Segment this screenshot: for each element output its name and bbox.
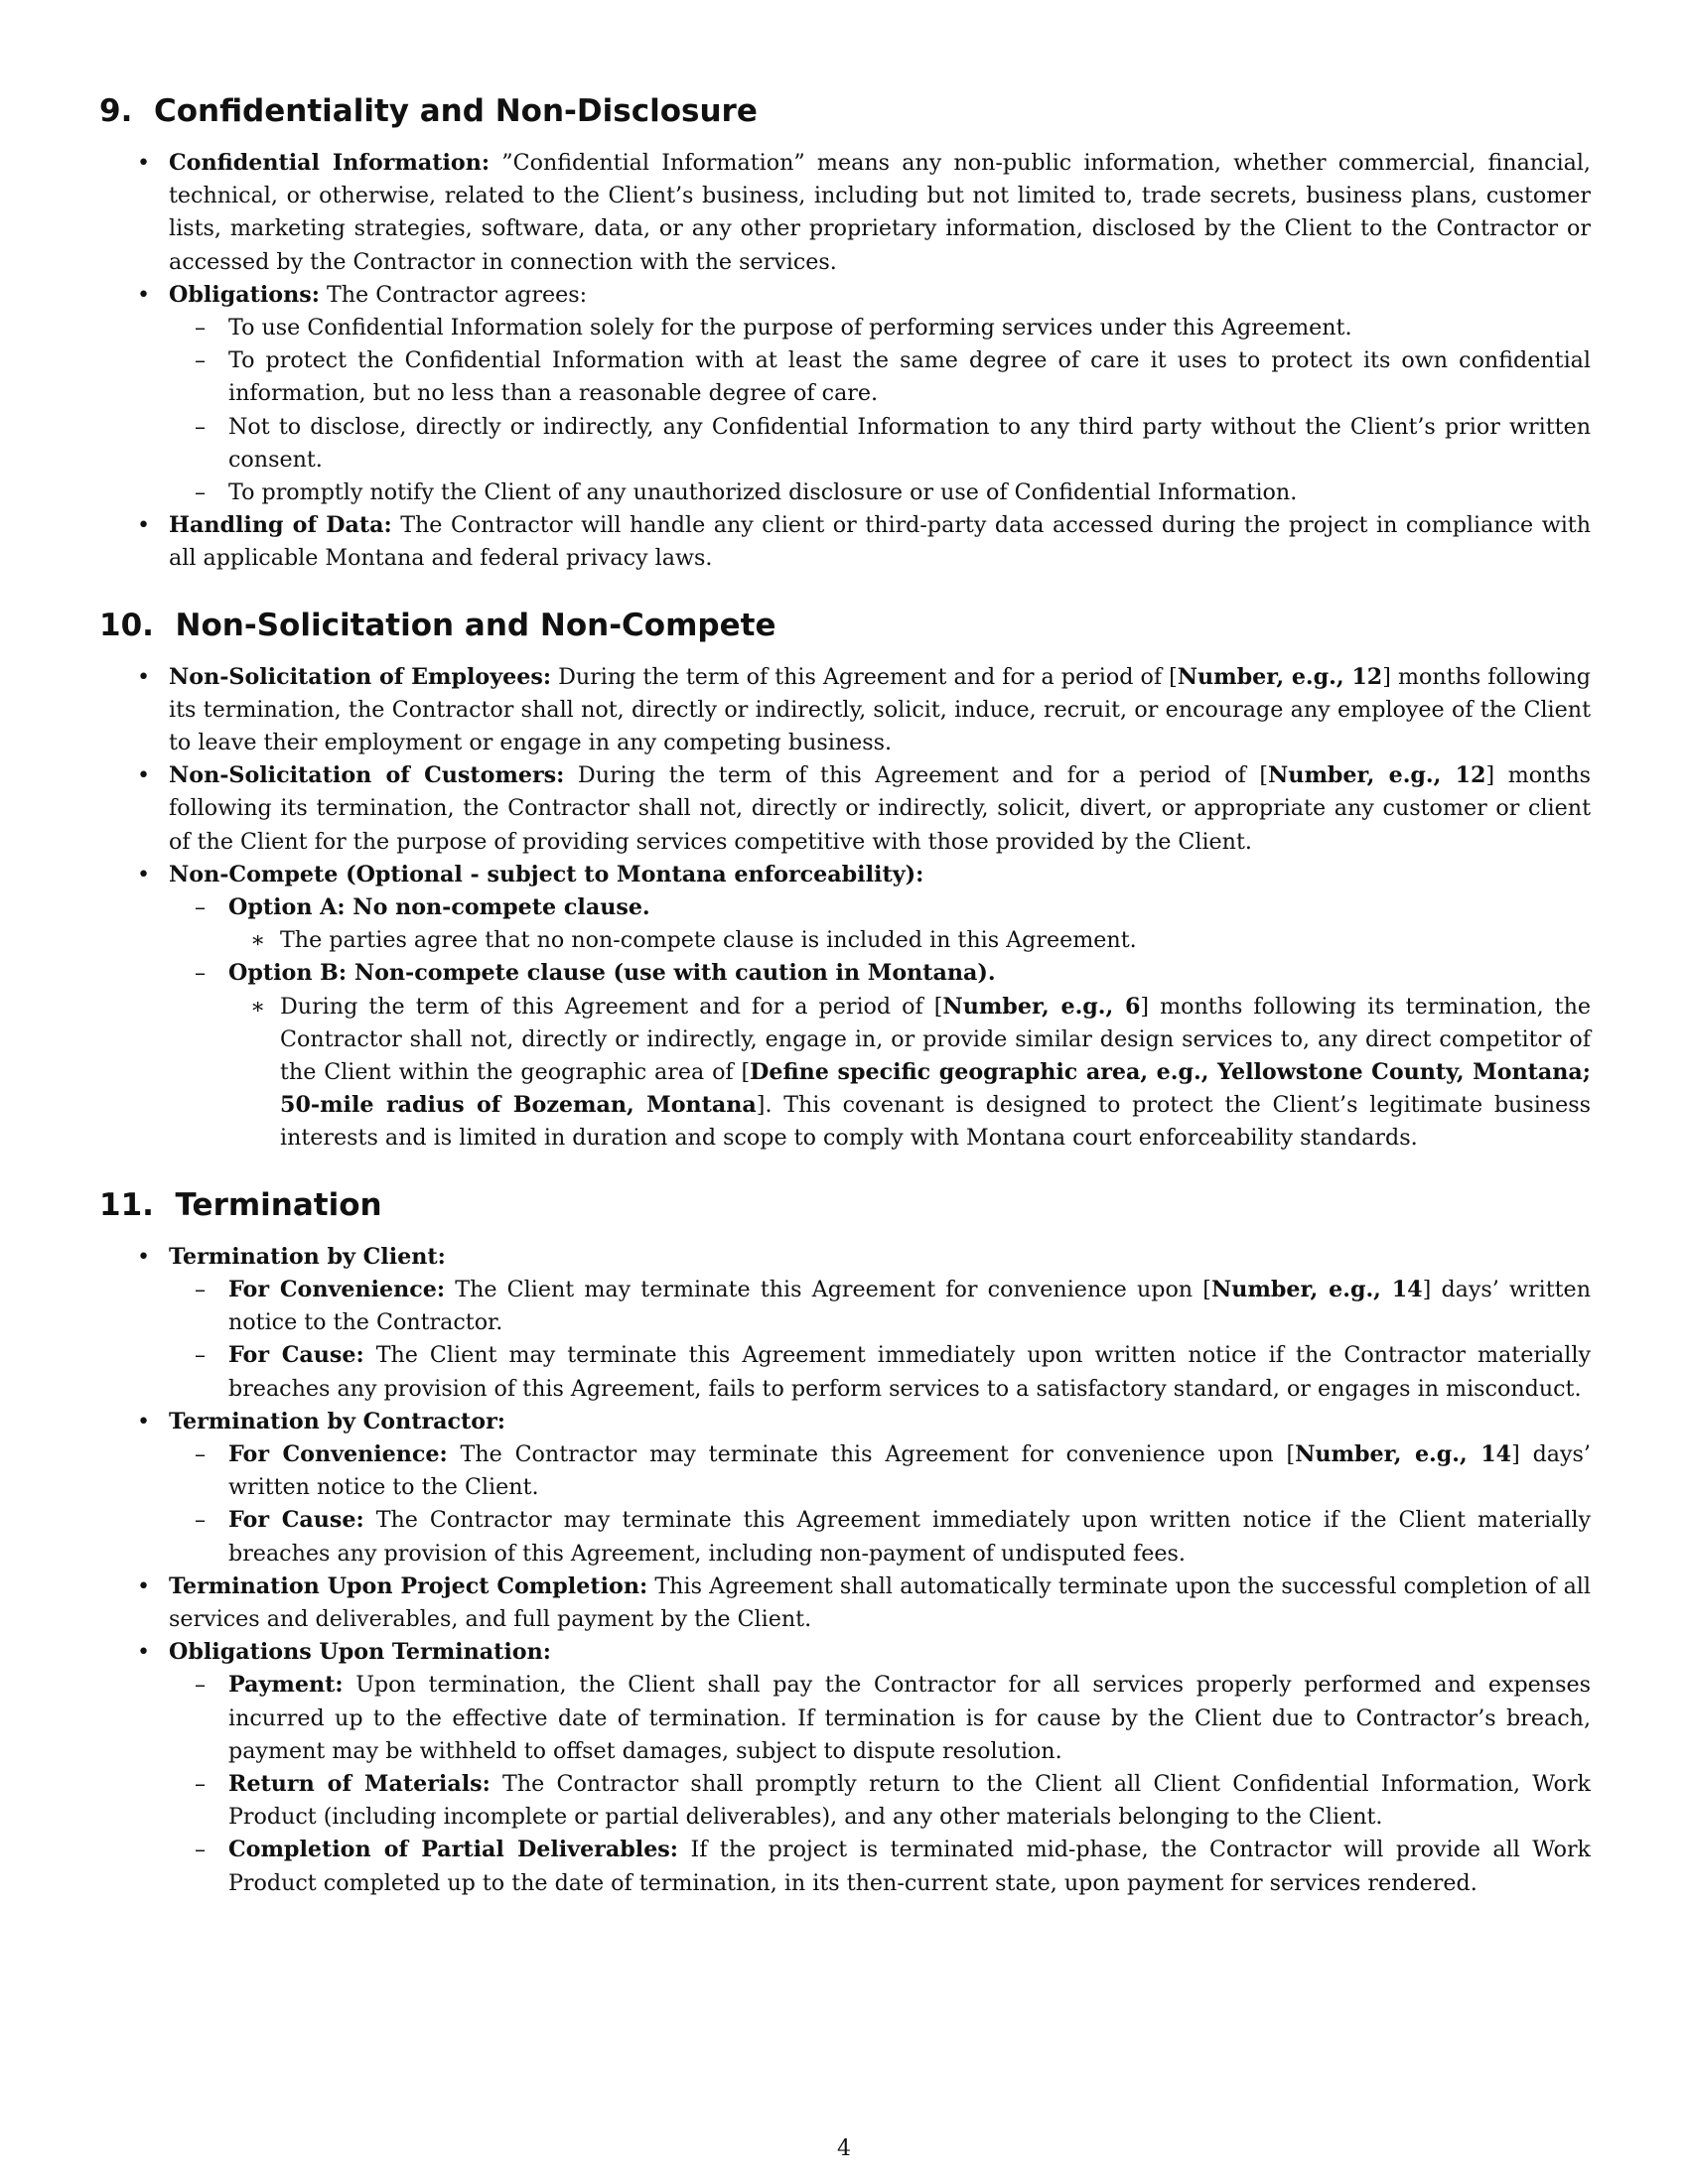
list-item: • Non-Solicitation of Employees: During the term of this Agreement and for a period of [Number, e.g., 12] months following its termination, the Contractor shall not, directly or indirectly, solicit, induce, recruit, or encourage any employee of the Client to leave their employment or engage in any competing business. <box>99 661 1591 760</box>
sub-sub-list-item: ∗ The parties agree that no non-compete clause is included in this Agreement. <box>99 924 1591 957</box>
list-item: • Non-Solicitation of Customers: During the term of this Agreement and for a period of [Number, e.g., 12] months following its termination, the Contractor shall not, directly or indirectly, solicit, divert, or appropriate any customer or client of the Client for the purpose of providing services competitive with those provided by the Client. <box>99 759 1591 859</box>
sub-list-item: – Not to disclose, directly or indirectly, any Confidential Information to any third party without the Client’s prior written consent. <box>99 411 1591 477</box>
page-number: 4 <box>837 2136 851 2161</box>
list-item: • Termination by Client: – For Convenience: The Client may terminate this Agreement for convenience upon [Number, e.g., 14] days’ written notice to the Contractor. – For Cause: The Client may terminate this Agreement immediately upon written notice if the Contractor materially breaches any provision of this Agreement, fails to perform services to a satisfactory standard, or engages in misconduct. <box>99 1241 1591 1406</box>
document-page <box>99 91 1591 1930</box>
sub-list-item: – To use Confidential Information solely for the purpose of performing services under this Agreement. <box>99 312 1591 344</box>
section-heading: 11. Termination <box>99 1186 382 1223</box>
list-item: • Termination Upon Project Completion: This Agreement shall automatically terminate upon the successful completion of all services and deliverables, and full payment by the Client. <box>99 1570 1591 1636</box>
list-item: • Obligations Upon Termination: – Payment: Upon termination, the Client shall pay the Contractor for all services properly performed and expenses incurred up to the effective date of termination. If termination is for cause by the Client due to Contractor’s breach, payment may be withheld to offset damages, subject to dispute resolution. – Return of Materials: The Contractor shall promptly return to the Client all Client Confidential Information, Work Product (including incomplete or partial deliverables), and any other materials belonging to the Client. – Completion of Partial Deliverables: If the project is terminated mid-phase, the Contractor will provide all Work Product completed up to the date of termination, in its then-current state, upon payment for services rendered. <box>99 1636 1591 1900</box>
list-item: • Confidential Information: ”Confidential Information” means any non-public information, whether commercial, financial, technical, or otherwise, related to the Client’s business, including but not limited to, trade secrets, business plans, customer lists, marketing strategies, software, data, or any other proprietary information, disclosed by the Client to the Contractor or accessed by the Contractor in connection with the services. <box>99 147 1591 279</box>
sub-list-item: – For Convenience: The Contractor may terminate this Agreement for convenience upon [Number, e.g., 14] days’ written notice to the Client. <box>99 1438 1591 1504</box>
section-confidentiality <box>99 91 1591 576</box>
sub-list-item: – For Cause: The Contractor may terminate this Agreement immediately upon written notice if the Client materially breaches any provision of this Agreement, including non-payment of undisputed fees. <box>99 1504 1591 1570</box>
sub-list-item: – To protect the Confidential Information with at least the same degree of care it uses to protect its own confidential information, but no less than a reasonable degree of care. <box>99 344 1591 410</box>
sub-list-item: – For Convenience: The Client may terminate this Agreement for convenience upon [Number, e.g., 14] days’ written notice to the Contractor. <box>99 1274 1591 1339</box>
sub-list-item: – To promptly notify the Client of any unauthorized disclosure or use of Confidential Information. <box>99 477 1591 509</box>
sub-list-item: – For Cause: The Client may terminate this Agreement immediately upon written notice if the Contractor materially breaches any provision of this Agreement, fails to perform services to a satisfactory standard, or engages in misconduct. <box>99 1339 1591 1405</box>
sub-sub-list-item: ∗ During the term of this Agreement and for a period of [Number, e.g., 6] months following its termination, the Contractor shall not, directly or indirectly, engage in, or provide similar design services to, any direct competitor of the Client within the geographic area of [Define specific geographic area, e.g., Yellowstone County, Montana; 50-mile radius of Bozeman, Montana]. This covenant is designed to protect the Client’s legitimate business interests and is limited in duration and scope to comply with Montana court enforceability standards. <box>99 991 1591 1156</box>
section-heading: 9. Confidentiality and Non-Disclosure <box>99 93 758 129</box>
sub-list-item: – Option B: Non-compete clause (use with caution in Montana). ∗ During the term of this Agreement and for a period of [Number, e.g., 6] months following its termination, the Contractor shall not, directly or indirectly, engage in, or provide similar design services to, any direct competitor of the Client within the geographic area of [Define specific geographic area, e.g., Yellowstone County, Montana; 50-mile radius of Bozeman, Montana]. This covenant is designed to protect the Client’s legitimate business interests and is limited in duration and scope to comply with Montana court enforceability standards. <box>99 957 1591 1155</box>
list-item: • Obligations: The Contractor agrees: – To use Confidential Information solely for the purpose of performing services under this Agreement. – To protect the Confidential Information with at least the same degree of care it uses to protect its own confidential information, but no less than a reasonable degree of care. – Not to disclose, directly or indirectly, any Confidential Information to any third party without the Client’s prior written consent. – To promptly notify the Client of any unauthorized disclosure or use of Confidential Information. <box>99 279 1591 509</box>
section-non-solicitation <box>99 606 1591 1156</box>
sub-list-item: – Option A: No non-compete clause. ∗ The parties agree that no non-compete clause is included in this Agreement. <box>99 891 1591 957</box>
list-item: • Handling of Data: The Contractor will handle any client or third-party data accessed during the project in compliance with all applicable Montana and federal privacy laws. <box>99 509 1591 575</box>
section-heading: 10. Non-Solicitation and Non-Compete <box>99 607 776 643</box>
section-termination <box>99 1185 1591 1900</box>
list-item: • Non-Compete (Optional - subject to Montana enforceability): – Option A: No non-compete clause. ∗ The parties agree that no non-compete clause is included in this Agreement. – Option B: Non-compete clause (use with caution in Montana). ∗ During the term of this Agreement and for a period of [Number, e.g., 6] months following its termination, the Contractor shall not, directly or indirectly, engage in, or provide similar design services to, any direct competitor of the Client within the geographic area of [Define specific geographic area, e.g., Yellowstone County, Montana; 50-mile radius of Bozeman, Montana]. This covenant is designed to protect the Client’s legitimate business interests and is limited in duration and scope to comply with Montana court enforceability standards. <box>99 859 1591 1156</box>
sub-list-item: – Return of Materials: The Contractor shall promptly return to the Client all Client Confidential Information, Work Product (including incomplete or partial deliverables), and any other materials belonging to the Client. <box>99 1768 1591 1834</box>
list-item: • Termination by Contractor: – For Convenience: The Contractor may terminate this Agreement for convenience upon [Number, e.g., 14] days’ written notice to the Client. – For Cause: The Contractor may terminate this Agreement immediately upon written notice if the Client materially breaches any provision of this Agreement, including non-payment of undisputed fees. <box>99 1406 1591 1570</box>
sub-list-item: – Payment: Upon termination, the Client shall pay the Contractor for all services properly performed and expenses incurred up to the effective date of termination. If termination is for cause by the Client due to Contractor’s breach, payment may be withheld to offset damages, subject to dispute resolution. <box>99 1669 1591 1768</box>
sub-list-item: – Completion of Partial Deliverables: If the project is terminated mid-phase, the Contractor will provide all Work Product completed up to the date of termination, in its then-current state, upon payment for services rendered. <box>99 1834 1591 1899</box>
